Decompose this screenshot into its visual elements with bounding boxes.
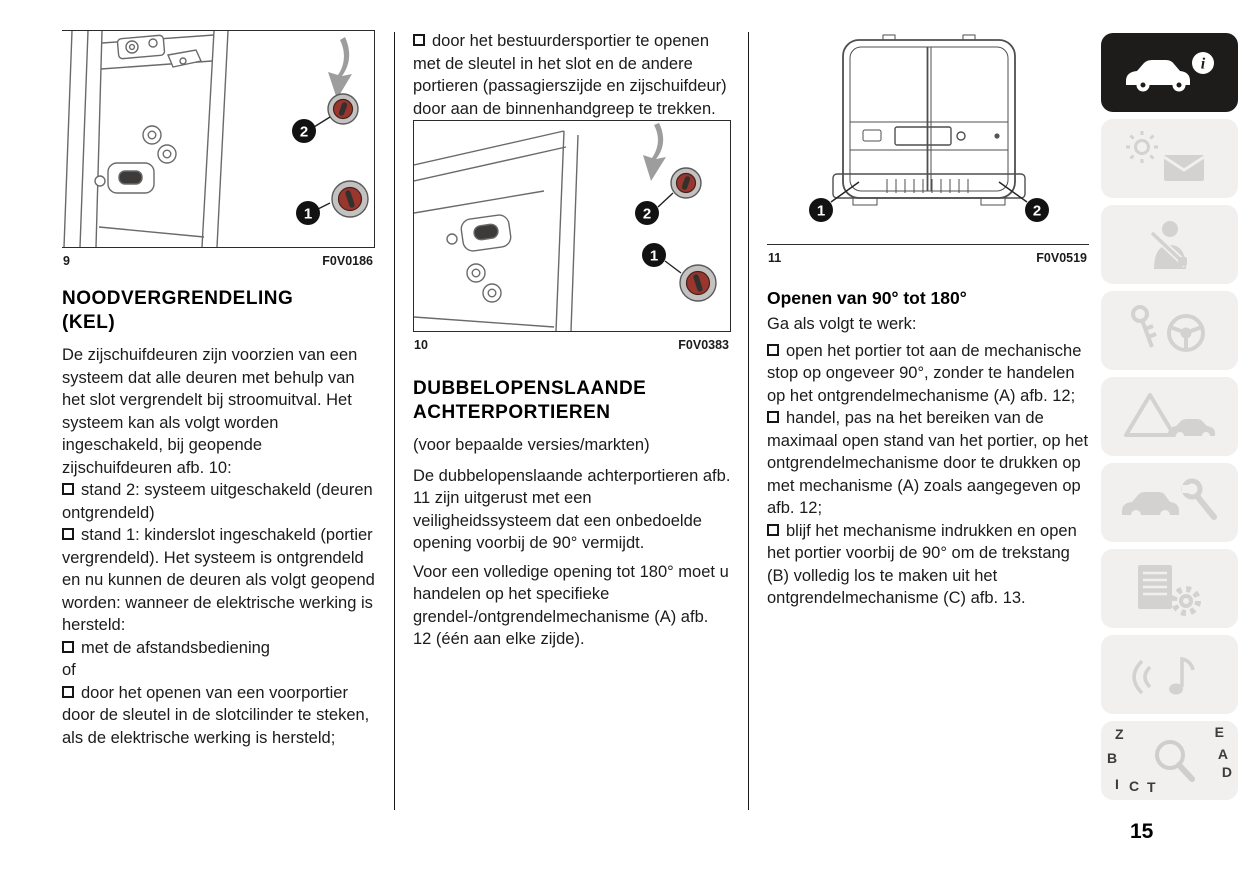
figure-code: F0V0383 — [678, 338, 729, 352]
bullet-item — [413, 30, 731, 120]
van-body-drawing — [833, 35, 1025, 205]
callout-badge-1 — [809, 182, 859, 222]
car-wrench-icon — [1118, 473, 1222, 533]
sidebar-tile-safety[interactable] — [1101, 205, 1238, 284]
figure-caption — [767, 245, 1089, 268]
lock-cylinder-icon — [332, 181, 368, 217]
music-note-waves-icon — [1118, 645, 1222, 705]
sidebar-tile-starting-driving[interactable] — [1101, 291, 1238, 370]
bullet-text: handel, pas na het bereiken van de maximaal open stand van het portier, op het ontgrendelmechanisme door te drukken op met mechanisme (A) zoals aangegeven op afb. 12; — [767, 409, 1089, 517]
bullet-item — [62, 524, 375, 637]
door-lock-drawing — [414, 121, 730, 331]
figure-code: F0V0519 — [1036, 251, 1087, 265]
callout-badge-2 — [635, 193, 673, 225]
figure-caption — [413, 332, 731, 355]
arrow-icon — [643, 123, 666, 181]
sun-envelope-icon — [1118, 129, 1222, 189]
square-bullet-icon — [767, 524, 779, 536]
warning-triangle-car-icon — [1118, 387, 1222, 447]
index-letter: C — [1129, 778, 1140, 794]
page-number: 15 — [1130, 820, 1154, 843]
index-letter: D — [1221, 764, 1232, 780]
paragraph: Voor een volledige opening tot 180° moet u handelen op het specifieke grendel-/ontgrendelmechanisme (A) afb. 12 (één aan elke zijde). — [413, 562, 729, 648]
arrow-icon — [328, 37, 352, 99]
figure-van-rear-11 — [767, 30, 1089, 245]
screws-drawing — [467, 264, 501, 302]
hinge-drawing — [117, 35, 201, 67]
heading-line: NOODVERGRENDELING — [62, 288, 294, 309]
section-heading — [62, 287, 375, 335]
column-right — [767, 30, 1089, 610]
figure-caption — [62, 248, 375, 271]
square-bullet-icon — [767, 344, 779, 356]
svg-text:2: 2 — [1032, 202, 1042, 220]
square-bullet-icon — [62, 641, 74, 653]
heading-line: ACHTERPORTIEREN — [413, 402, 611, 423]
screws-drawing — [143, 126, 176, 163]
car-info-icon — [1118, 43, 1222, 103]
bullet-text: open het portier tot aan de mechanische stop op ongeveer 90°, zonder te handelen op het ontgrendelmechanisme (A) afb. 12; — [767, 341, 1082, 405]
sidebar-tile-warning-lights[interactable] — [1101, 377, 1238, 456]
square-bullet-icon — [62, 483, 74, 495]
lock-cylinder-icon — [680, 265, 716, 301]
svg-text:1: 1 — [649, 247, 659, 265]
subheading: (voor bepaalde versies/markten) — [413, 436, 650, 454]
bullet-text: door het bestuurdersportier te openen met de sleutel in het slot en de andere portieren (passagierszijde en zijschuifdeur) door aan de binnenhandgreep te trekken. — [413, 32, 727, 118]
bullet-item — [767, 407, 1089, 520]
sidebar-tile-dashboard-messages[interactable] — [1101, 119, 1238, 198]
bullet-item — [62, 682, 375, 750]
index-letter: T — [1147, 779, 1156, 795]
column-divider — [748, 32, 749, 810]
latch-drawing — [447, 214, 512, 252]
paragraph: De zijschuifdeuren zijn voorzien van een systeem dat alle deuren met behulp van het slot vergrendelt bij stroomuitval. Het systeem kan als volgt worden ingeschakeld, bij geopende zijschuifdeuren afb. 10: — [62, 346, 358, 477]
figure-code: F0V0186 — [322, 254, 373, 268]
square-bullet-icon — [767, 411, 779, 423]
document-gear-icon — [1118, 559, 1222, 619]
seatbelt-person-icon — [1118, 215, 1222, 275]
bullet-item — [62, 479, 375, 524]
sidebar-tile-vehicle-info[interactable] — [1101, 33, 1238, 112]
svg-text:2: 2 — [642, 205, 652, 223]
bullet-text: met de afstandsbediening — [81, 638, 270, 657]
callout-badge-2 — [999, 182, 1049, 222]
svg-text:i: i — [1200, 55, 1205, 72]
square-bullet-icon — [62, 528, 74, 540]
square-bullet-icon — [413, 34, 425, 46]
figure-door-lock-9 — [62, 30, 375, 248]
section-heading — [413, 377, 731, 425]
svg-text:2: 2 — [299, 123, 309, 141]
square-bullet-icon — [62, 686, 74, 698]
key-steering-wheel-icon — [1118, 301, 1222, 361]
figure-door-lock-10 — [413, 120, 731, 332]
bullet-item — [767, 520, 1089, 610]
lock-cylinder-icon — [671, 168, 701, 198]
index-letter: Z — [1115, 726, 1124, 742]
figure-number: 9 — [63, 254, 70, 268]
heading-line: DUBBELOPENSLAANDE — [413, 378, 647, 399]
heading-line: (KEL) — [62, 312, 116, 333]
figure-number: 11 — [768, 251, 782, 265]
lock-cylinder-icon — [328, 94, 358, 124]
figure-number: 10 — [414, 338, 428, 352]
bullet-text: door het openen van een voorportier door de sleutel in de slotcilinder te steken, als de elektrische werking is hersteld; — [62, 683, 370, 747]
bullet-text: blijf het mechanisme indrukken en open het portier voorbij de 90° om de trekstang (B) volledig los te maken uit het ontgrendelmechanisme (C) afb. 13. — [767, 521, 1077, 607]
van-rear-drawing — [767, 30, 1089, 244]
svg-text:1: 1 — [816, 202, 826, 220]
index-letter: E — [1214, 724, 1224, 740]
paragraph: of — [62, 661, 76, 679]
bullet-item — [62, 637, 375, 660]
index-letter: A — [1217, 746, 1228, 762]
bullet-text: stand 2: systeem uitgeschakeld (deuren ontgrendeld) — [62, 481, 373, 522]
column-divider — [394, 32, 395, 810]
column-left — [62, 30, 375, 749]
callout-badge-2 — [292, 117, 330, 143]
column-middle — [413, 30, 731, 651]
callout-badge-1 — [296, 201, 330, 225]
sidebar-tile-index[interactable] — [1101, 721, 1238, 800]
bullet-item — [767, 340, 1089, 408]
latch-drawing — [95, 163, 154, 193]
paragraph: Ga als volgt te werk: — [767, 315, 917, 333]
bullet-text: stand 1: kinderslot ingeschakeld (portier vergrendeld). Het systeem is ontgrendeld en nu kunnen de deuren als volgt geopend worden: wanneer de elektrische werking is hersteld: — [62, 526, 375, 634]
door-lock-drawing — [62, 31, 373, 247]
sidebar-tile-servicing[interactable] — [1101, 549, 1238, 628]
svg-text:1: 1 — [303, 205, 313, 223]
sidebar-tile-multimedia[interactable] — [1101, 635, 1238, 714]
index-letter: I — [1115, 776, 1119, 792]
callout-badge-1 — [642, 243, 681, 273]
paragraph: De dubbelopenslaande achterportieren afb. 11 zijn uitgerust met een veiligheidssysteem dat een onbedoelde opening voorbij de 90° vermijdt. — [413, 466, 731, 552]
section-heading: Openen van 90° tot 180° — [767, 288, 967, 308]
index-letter: B — [1107, 750, 1118, 766]
sidebar-tile-emergency[interactable] — [1101, 463, 1238, 542]
